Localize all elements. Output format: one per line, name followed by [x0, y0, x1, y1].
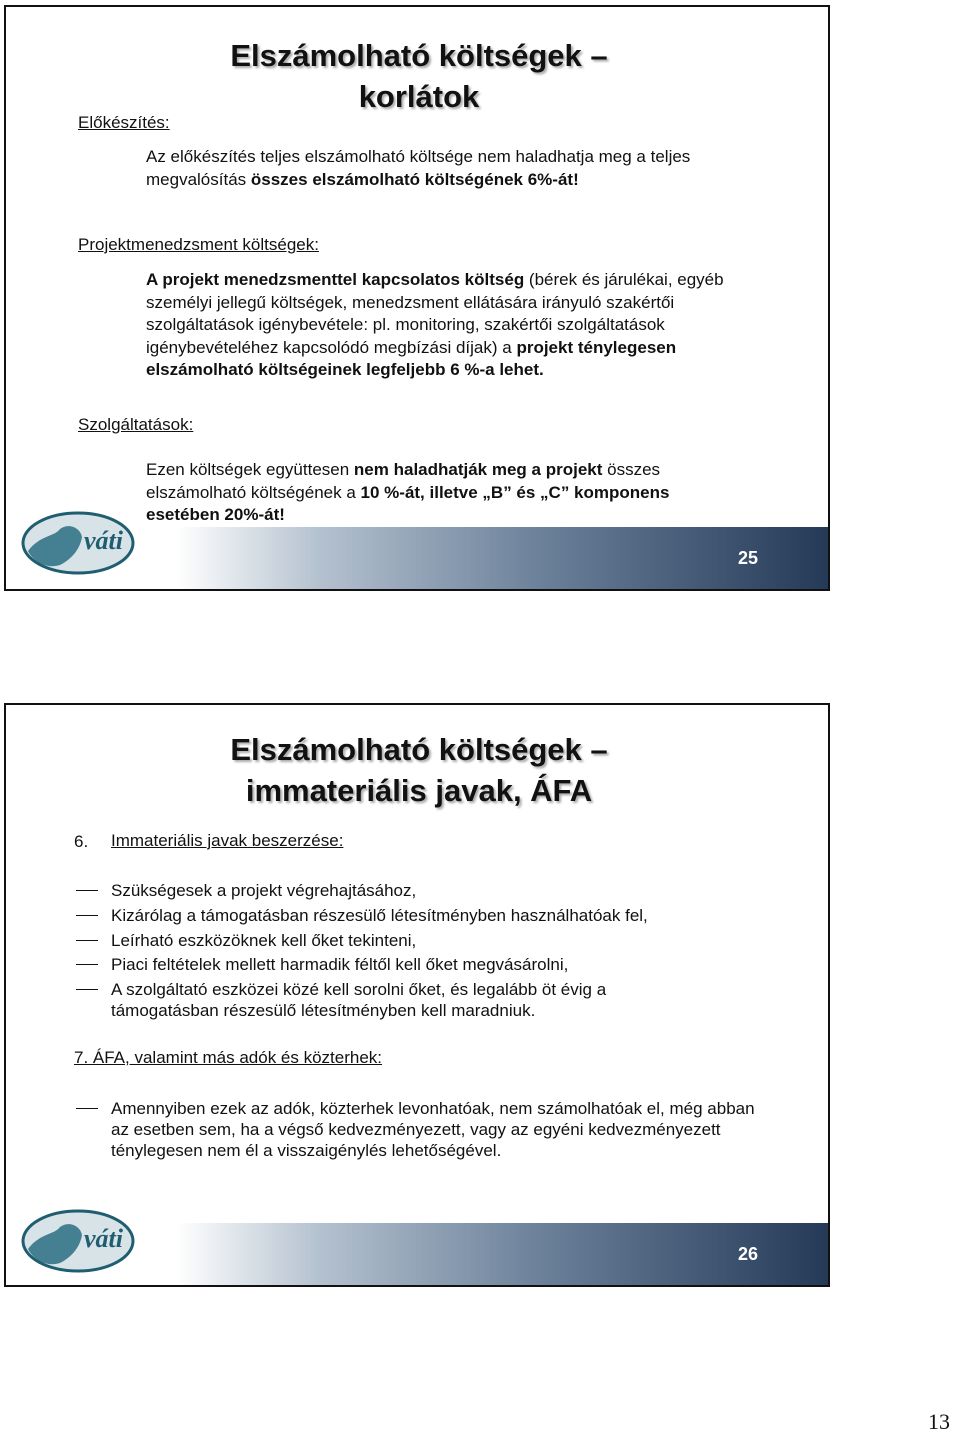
pm-text-bold-2: projekt ténylegesen elszámolható költségeinek legfeljebb 6 %-a lehet.	[146, 337, 677, 379]
svc-label: Szolgáltatások:	[78, 415, 194, 434]
slide-26	[4, 703, 830, 1287]
dash-bullet	[76, 1108, 98, 1109]
vati-logo	[20, 507, 138, 577]
list-item-text: Piaci feltételek mellett harmadik féltől kell őket megvásárolni,	[111, 955, 569, 974]
svc-text-bold-1: nem haladhatják meg a projekt	[353, 460, 603, 479]
slide-title	[6, 729, 832, 811]
prep-text-bold: összes elszámolható költségének 6%-át!	[250, 169, 579, 189]
dash-bullet	[76, 989, 98, 990]
svc-text-bold-2: 10 %-át, illetve „B” és „C” komponens esetében 20%-át!	[146, 482, 670, 524]
list-item-text: Leírható eszközöknek kell őket tekinteni,	[111, 931, 417, 950]
list-item-text: Amennyiben ezek az adók, közterhek levonhatóak, nem számolhatóak el, még abban az esetben sem, ha a végső kedvezményezett, vagy az egyéni kedvezményezett ténylegesen nem él a visszaigénylés lehetőségével.	[111, 1099, 755, 1160]
slide-page-number: 26	[737, 1244, 758, 1264]
list-item-text: Kizárólag a támogatásban részesülő létesítményben használhatóak fel,	[111, 906, 648, 925]
dash-bullet	[76, 964, 98, 965]
sec6-number: 6.	[74, 832, 89, 851]
slide-25	[4, 5, 830, 591]
list-item-text: Szükségesek a projekt végrehajtásához,	[111, 881, 417, 900]
svc-text-part-1: Ezen költségek együttesen	[146, 460, 354, 479]
dash-bullet	[76, 890, 98, 891]
slide-page-number: 25	[737, 548, 758, 568]
sec7-label: 7. ÁFA, valamint más adók és közterhek:	[74, 1048, 383, 1067]
dash-bullet	[76, 915, 98, 916]
logo-text: váti	[84, 526, 123, 555]
sec6-label: Immateriális javak beszerzése:	[111, 831, 344, 850]
slide-title-line1: Elszámolható költségek –	[230, 732, 608, 767]
slide-title	[6, 35, 832, 117]
prep-text	[146, 146, 786, 191]
svc-text-part-2: összes elszámolható költségének a	[146, 460, 661, 502]
pm-text	[146, 269, 786, 382]
pm-text-bold-1: A projekt menedzsmenttel kapcsolatos költség	[146, 270, 525, 289]
slide-title-line2: korlátok	[358, 79, 480, 114]
pm-label: Projektmenedzsment költségek:	[78, 235, 319, 254]
svc-text	[146, 459, 746, 527]
logo-text: váti	[84, 1224, 123, 1253]
list-item-text: A szolgáltató eszközei közé kell sorolni őket, és legalább öt évig a támogatásban részesülő létesítményben kell maradniuk.	[111, 980, 607, 1020]
prep-label: Előkészítés:	[78, 113, 170, 132]
document-page-number: 13	[928, 1409, 950, 1434]
dash-bullet	[76, 940, 98, 941]
footer-bar	[176, 1223, 828, 1285]
slide-title-line1: Elszámolható költségek –	[230, 38, 608, 73]
footer-bar	[176, 527, 828, 589]
pm-text-part: (bérek és járulékai, egyéb személyi jellegű költségek, menedzsment ellátására irányuló szakértői szolgáltatások igénybevétele: pl. monitoring, szakértői szolgáltatások igénybevételéhez kapcsolódó megbízási díjak) a	[146, 270, 724, 357]
slide-title-line2: immateriális javak, ÁFA	[245, 773, 593, 808]
prep-text-part: Az előkészítés teljes elszámolható költsége nem haladhatja meg a teljes megvalósítás	[146, 147, 691, 189]
vati-logo	[20, 1205, 138, 1275]
